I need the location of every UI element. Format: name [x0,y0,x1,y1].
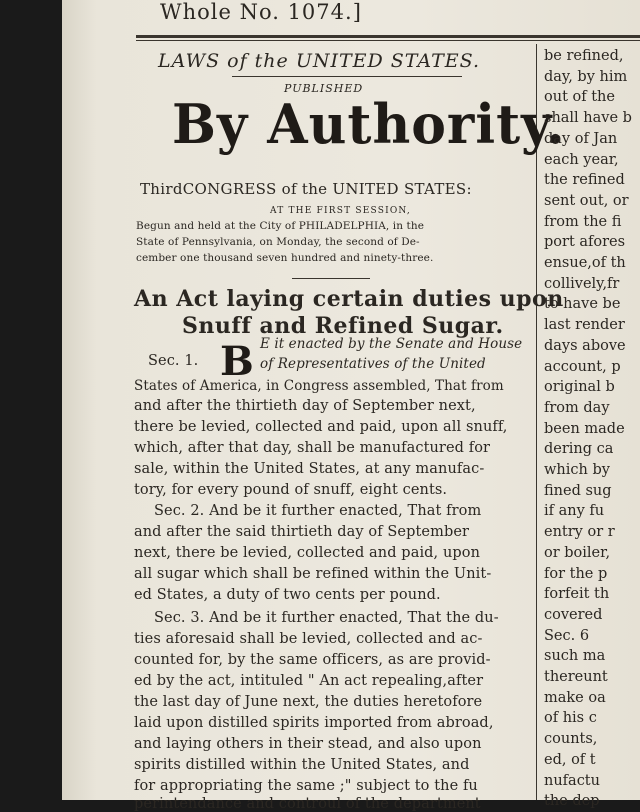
body-line: which, after that day, shall be manufactured for [134,440,491,456]
right-column-line: the dep [544,793,600,810]
drop-cap: B [220,338,254,385]
right-column-line: be refined, [544,48,624,64]
right-column-line: original b [544,379,615,396]
right-column-line: day of Jan [544,130,618,147]
right-column-line: which by [544,462,610,478]
right-column-line: forfeit th [544,586,610,603]
right-column-line: out of the [544,89,615,106]
body-line: of Representatives of the United [260,356,486,372]
body-line: Sec. 2. And be it further enacted, That from [154,503,482,519]
body-line: perintendance and controul of the department [134,796,481,812]
body-line: all sugar which shall be refined within the Unit- [134,566,492,582]
session-line: AT THE FIRST SESSION, [270,206,411,216]
body-line: ties aforesaid shall be levied, collected and ac- [134,631,483,647]
right-column-line: been made [544,420,625,437]
right-column-line: account, p [544,358,621,375]
right-column-line: the refined [544,172,625,189]
published-label: PUBLISHED [284,82,364,95]
right-column-line: make oa [544,689,606,706]
right-column-line: fined sug [544,482,612,499]
body-line: next, there be levied, collected and paid, upon [134,545,481,561]
begun-line: State of Pennsylvania, on Monday, the second of De- [136,236,420,248]
right-column-line: covered [544,606,603,623]
body-line: States of America, in Congress assembled, That from [134,378,504,394]
body-line: ed by the act, intituled " An act repealing,after [134,673,484,689]
right-column-line: each year, [544,151,619,168]
right-column-line: dering ca [544,441,614,458]
right-column-line: such ma [544,648,606,665]
right-column-line: to have be [544,296,621,313]
body-line: counted for, by the same officers, as are provid- [134,652,491,668]
right-column-line: ensue,of th [544,255,626,271]
section-label: Sec. 1. [148,353,199,369]
act-title: An Act laying certain duties upon [134,286,564,312]
right-column-line: day, by him [544,68,628,85]
newspaper-page [62,0,640,812]
begun-line: Begun and held at the City of PHILADELPHIA, in the [136,220,425,232]
right-column-line: entry or r [544,524,615,541]
right-column-line: from the fi [544,213,622,230]
right-column-line: port afores [544,234,626,251]
laws-heading: LAWS of the UNITED STATES. [158,50,481,72]
act-title: Snuff and Refined Sugar. [182,313,504,339]
body-line: the last day of June next, the duties heretofore [134,694,483,710]
issue-number: Whole No. 1074.] [160,0,362,24]
body-line: spirits distilled within the United States, and [134,757,470,773]
body-line: Sec. 3. And be it further enacted, That the du- [154,610,499,626]
begun-line: cember one thousand seven hundred and ninety-three. [136,252,434,264]
body-line: E it enacted by the Senate and House [260,336,523,352]
right-column-line: nufactu [544,772,600,789]
right-column-line: Sec. 6 [544,627,590,644]
body-line: and laying others in their stead, and also upon [134,736,482,752]
congress-line: ThirdCONGRESS of the UNITED STATES: [140,180,472,198]
right-column-line: collively,fr [544,275,620,292]
body-line: sale, within the United States, at any manufac- [134,461,485,477]
right-column-line: ed, of t [544,751,596,768]
right-column-line: thereunt [544,669,608,685]
section-divider [292,278,370,279]
right-column-line: of his c [544,710,597,727]
right-column-line: if any fu [544,503,605,520]
body-line: ed States, a duty of two cents per pound. [134,587,441,603]
right-column-line: sent out, or [544,192,629,209]
right-column-line: counts, [544,731,598,748]
body-line: and after the thirtieth day of September next, [134,398,476,414]
column-divider [536,44,537,800]
laws-underline [232,76,462,77]
header-rule-thin [136,40,640,41]
body-line: and after the said thirtieth day of September [134,524,470,540]
body-line: for appropriating the same ;" subject to the fu [134,778,478,794]
right-column-line: for the p [544,565,608,582]
right-column-line: last render [544,317,625,334]
body-line: there be levied, collected and paid, upon all snuff, [134,419,508,435]
by-authority-title: By Authority. [172,92,566,157]
header-rule [136,35,640,38]
body-line: tory, for every pound of snuff, eight cents. [134,482,448,498]
right-column-line: or boiler, [544,544,611,561]
right-column-line: from day [544,399,610,416]
right-column-line: shall have b [544,110,632,127]
right-column-line: days above [544,337,626,354]
body-line: laid upon distilled spirits imported from abroad, [134,715,494,731]
